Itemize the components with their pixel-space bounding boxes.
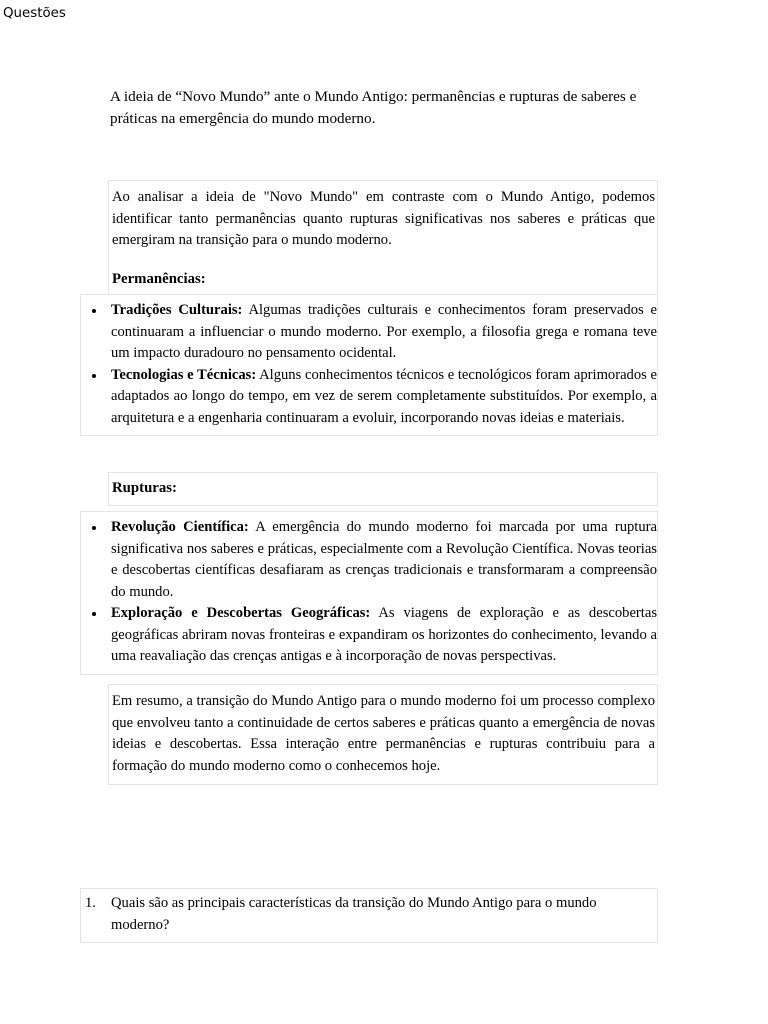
list-item-lead: Exploração e Descobertas Geográficas: — [111, 605, 371, 621]
list-item — [81, 517, 657, 603]
list-item-body: As viagens de exploração e as descobertas geográficas abriram novas fronteiras e expandiram os horizontes do conhecimento, levando a uma reavaliação das crenças antigas e à incorporação de novas perspectivas. — [111, 605, 657, 664]
list-item-lead: Tradições Culturais: — [111, 302, 243, 318]
questoes-label: Questões — [3, 6, 66, 21]
list-item-body: A emergência do mundo moderno foi marcada por uma ruptura significativa nos saberes e práticas, especialmente com a Revolução Científica. Novas teorias e descobertas científicas desafiaram as crenças tradicionais e transformaram a compreensão do mundo. — [111, 519, 657, 600]
permanencias-list-block — [80, 294, 658, 436]
permanencias-heading: Permanências: — [112, 270, 206, 287]
permanencias-list — [81, 300, 657, 429]
rupturas-list — [81, 517, 657, 668]
rupturas-list-block — [80, 511, 658, 675]
list-item: Quais são as principais características da transição do Mundo Antigo para o mundo moderno? — [111, 895, 597, 933]
list-item — [81, 300, 657, 365]
questoes-list-block — [80, 888, 658, 943]
intro-block — [108, 180, 658, 299]
rupturas-heading: Rupturas: — [112, 480, 177, 496]
questoes-list — [81, 893, 657, 936]
document-title: A ideia de “Novo Mundo” ante o Mundo Antigo: permanências e rupturas de saberes e práticas na emergência do mundo moderno. — [110, 88, 637, 127]
rupturas-heading-block — [108, 472, 658, 506]
summary-block — [108, 684, 658, 785]
summary-paragraph: Em resumo, a transição do Mundo Antigo para o mundo moderno foi um processo complexo que envolveu tanto a continuidade de certos saberes e práticas quanto a emergência de novas ideias e descobertas. Essa interação entre permanências e rupturas contribuiu para a formação do mundo moderno como o conhecemos hoje. — [112, 693, 655, 774]
questoes-label-block — [0, 0, 555, 28]
list-item — [81, 603, 657, 668]
list-item-lead: Revolução Científica: — [111, 519, 249, 535]
intro-paragraph: Ao analisar a ideia de "Novo Mundo" em contraste com o Mundo Antigo, podemos identificar tanto permanências quanto rupturas significativas nos saberes e práticas que emergiram na transição para o mundo moderno. — [112, 189, 655, 248]
list-item — [81, 365, 657, 430]
list-item-lead: Tecnologias e Técnicas: — [111, 366, 257, 383]
list-item-body: Alguns conhecimentos técnicos e tecnológicos foram aprimorados e adaptados ao longo do tempo, em vez de serem completamente substituídos. Por exemplo, a arquitetura e a engenharia continuaram a evoluir, incorporando novas ideias e materiais. — [111, 366, 657, 426]
list-item-body: Algumas tradições culturais e conhecimentos foram preservados e continuaram a influenciar o mundo moderno. Por exemplo, a filosofia grega e romana teve um impacto duradouro no pensamento ocidental. — [111, 302, 657, 361]
